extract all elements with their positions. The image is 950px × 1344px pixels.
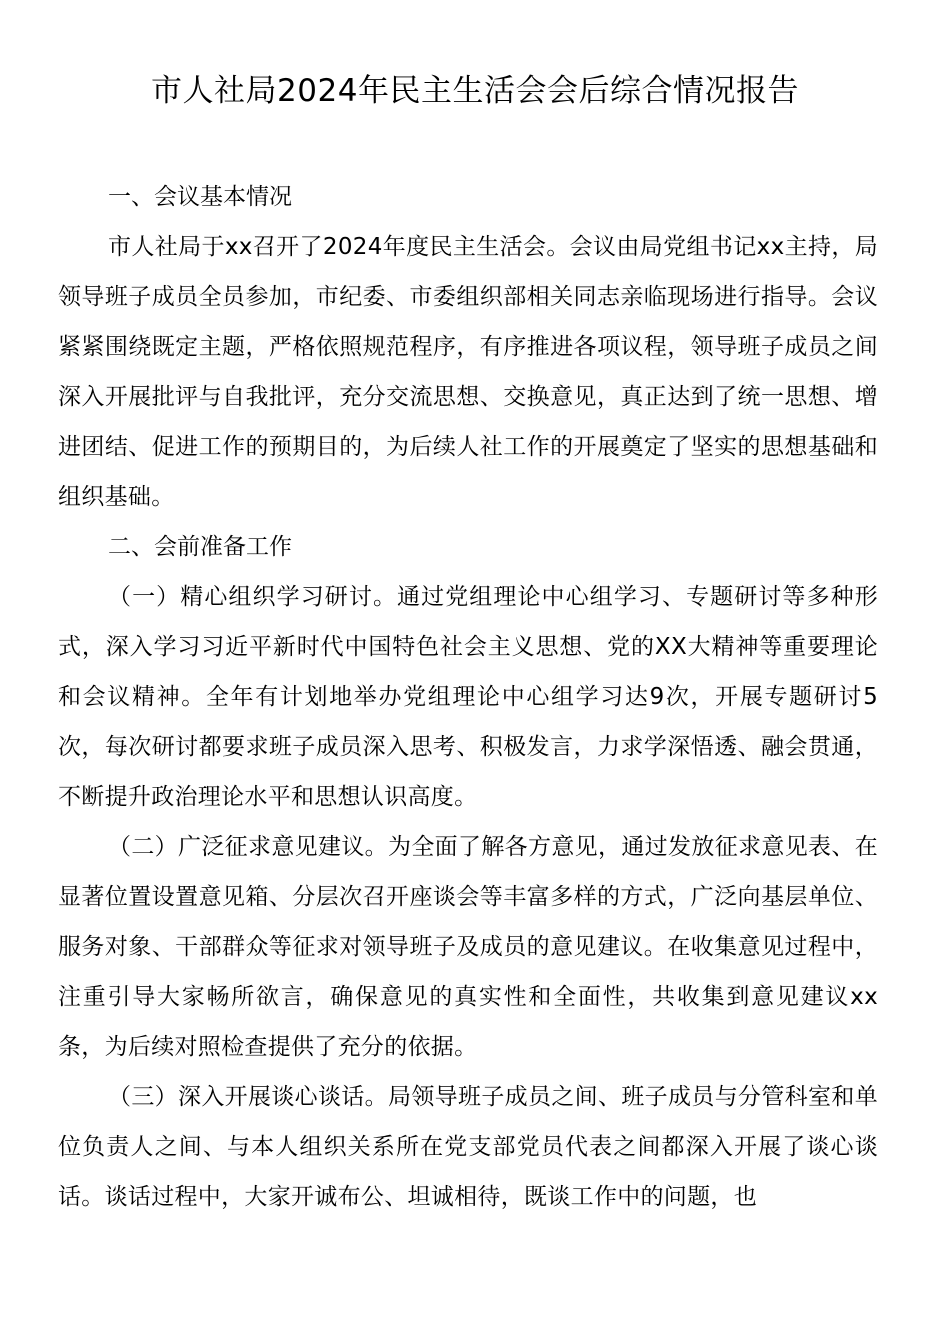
paragraph: 市人社局于xx召开了2024年度民主生活会。会议由局党组书记xx主持，局领导班子成员全员参加，市纪委、市委组织部相关同志亲临现场进行指导。会议紧紧围绕既定主题，严格依照规范程序，有序推进各项议程，领导班子成员之间深入开展批评与自我批评，充分交流思想、交换意见，真正达到了统一思想、增进团结、促进工作的预期目的，为后续人社工作的开展奠定了坚实的思想基础和组织基础。: [58, 234, 878, 510]
document-title: 市人社局2024年民主生活会会后综合情况报告: [151, 73, 799, 109]
paragraph: （一）精心组织学习研讨。通过党组理论中心组学习、专题研讨等多种形式，深入学习习近平新时代中国特色社会主义思想、党的XX大精神等重要理论和会议精神。全年有计划地举办党组理论中心组学习达9次，开展专题研讨5次，每次研讨都要求班子成员深入思考、积极发言，力求学深悟透、融会贯通，不断提升政治理论水平和思想认识高度。: [58, 584, 878, 810]
paragraph: （二）广泛征求意见建议。为全面了解各方意见，通过发放征求意见表、在显著位置设置意见箱、分层次召开座谈会等丰富多样的方式，广泛向基层单位、服务对象、干部群众等征求对领导班子及成员的意见建议。在收集意见过程中，注重引导大家畅所欲言，确保意见的真实性和全面性，共收集到意见建议xx条，为后续对照检查提供了充分的依据。: [58, 834, 878, 1060]
section-heading: 二、会前准备工作: [108, 534, 292, 560]
section-basic-info: [58, 172, 878, 522]
section-preparation: [58, 522, 878, 1222]
paragraph: （三）深入开展谈心谈话。局领导班子成员之间、班子成员与分管科室和单位负责人之间、与本人组织关系所在党支部党员代表之间都深入开展了谈心谈话。谈话过程中，大家开诚布公、坦诚相待，既谈工作中的问题，也: [58, 1084, 878, 1210]
section-heading: 一、会议基本情况: [108, 184, 292, 210]
